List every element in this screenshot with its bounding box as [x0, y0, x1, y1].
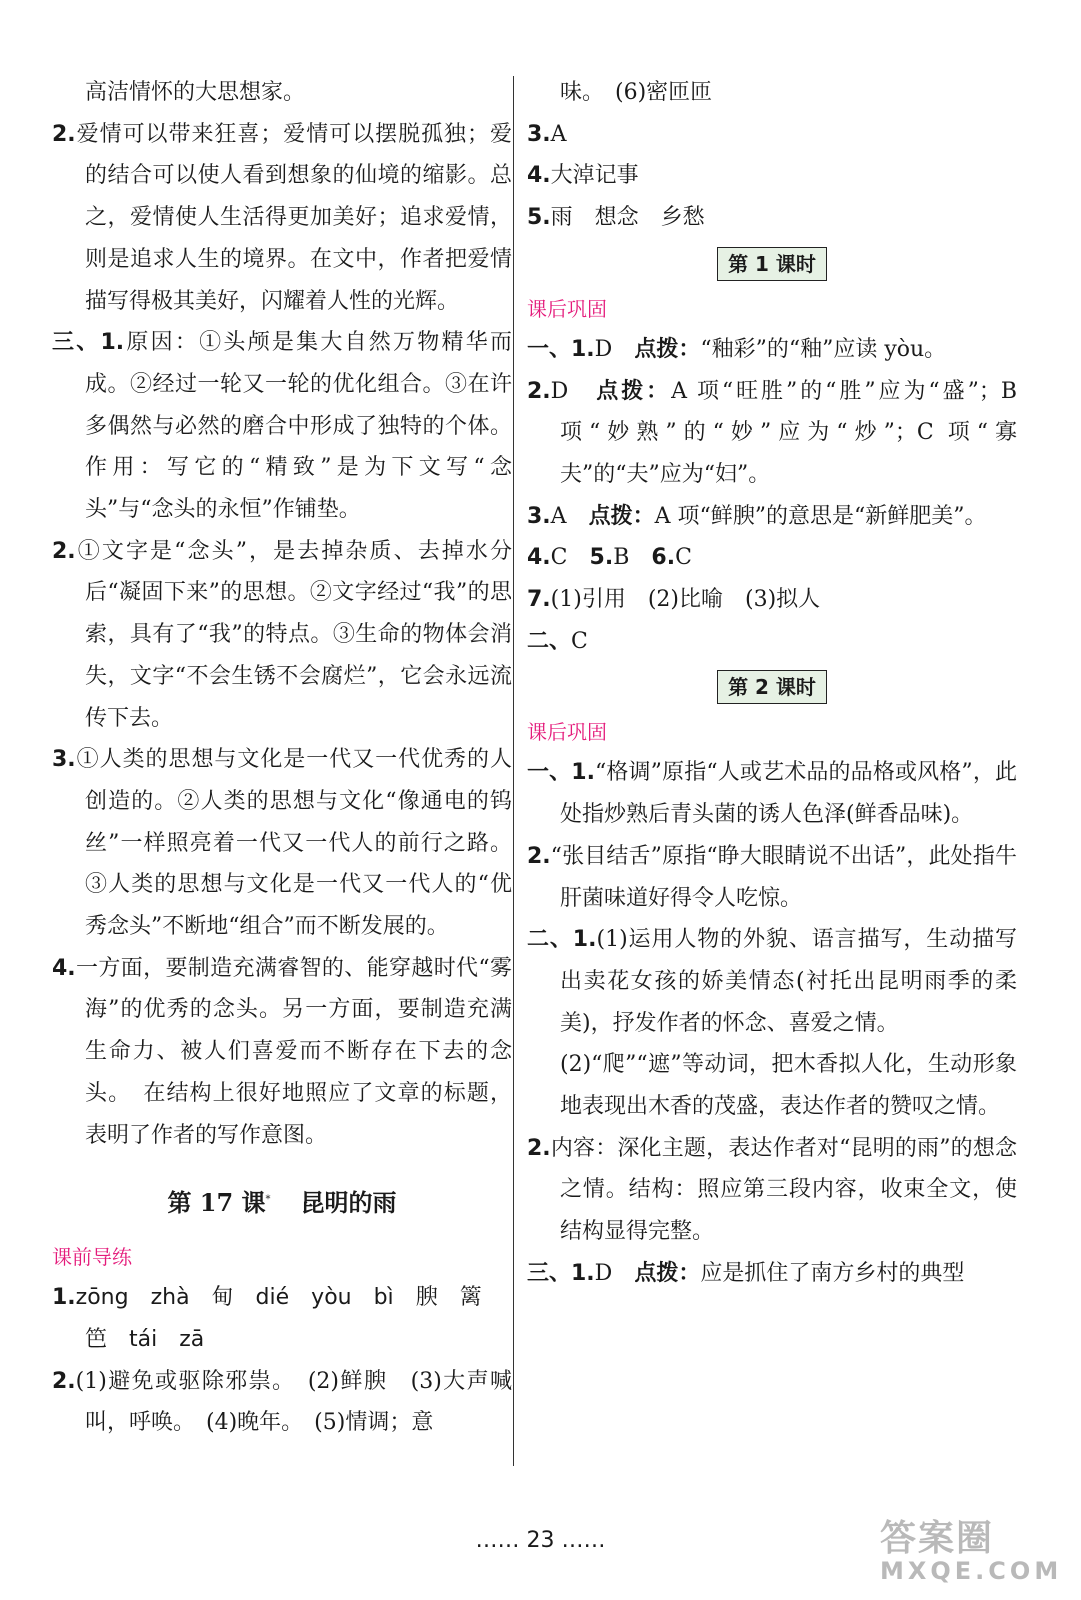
period-badge: 第 2 课时 [717, 670, 827, 704]
answer-text: “张目结舌”原指“睁大眼睛说不出话”，此处指牛肝菌味道好得令人吃惊。 [550, 843, 1017, 911]
lesson-label: 第 17 课 [167, 1188, 266, 1218]
answer-item [527, 371, 1017, 496]
item-number: 二、 [527, 628, 572, 654]
text: 味。 (6)密匝匝 [560, 80, 713, 105]
answer-item [52, 531, 512, 740]
tip-label: 点拨： [588, 503, 655, 529]
tip-text: A 项“旺胜”的“胜”应为“盛”；B 项“妙熟”的“妙”应为“炒”；C 项“寡夫”的“夫”应为“妇”。 [560, 378, 1017, 487]
answer-choice: D [594, 336, 613, 362]
answer-text: 原因：①头颅是集大自然万物精华而成。②经过一轮又一轮的优化组合。③在许多偶然与必然的磨合中形成了独特的个体。作用：写它的“精致”是为下文写“念头”与“念头的永恒”作铺垫。 [85, 330, 512, 523]
paragraph [527, 72, 1017, 114]
item-number: 3. [52, 747, 76, 773]
item-number: 三、1. [527, 1260, 595, 1286]
pinyin-line: zōng zhà 甸 dié yòu bì 腴 篱 [75, 1285, 482, 1311]
tip-label: 点拨： [634, 336, 701, 362]
answer-choice: B [613, 545, 630, 571]
item-number: 2. [527, 1135, 551, 1161]
answer-text: 一方面，要制造充满睿智的、能穿越时代“雾海”的优秀的念头。另一方面，要制造充满生命力、被人们喜爱而不断存在下去的念头。 在结构上很好地照应了文章的标题，表明了作者的写作意图。 [75, 955, 512, 1148]
item-number: 2. [527, 843, 551, 869]
item-number: 2. [527, 378, 551, 404]
item-number: 4. [527, 545, 551, 571]
item-number: 6. [651, 545, 676, 571]
paragraph [52, 72, 512, 114]
item-number: 4. [52, 955, 76, 981]
answer-text: “格调”原指“人或艺术品的品格或风格”，此处指炒熟后青头菌的诱人色泽(鲜香品味)。 [560, 760, 1017, 828]
answer-item [527, 496, 1017, 538]
footer-dots: …… [561, 1528, 606, 1553]
answer-item [527, 919, 1017, 1044]
answer-subitem [527, 1044, 1017, 1127]
answer-item [527, 1128, 1017, 1253]
answer-text: (1)避免或驱除邪祟。 (2)鲜腴 (3)大声喊叫，呼唤。 (4)晚年。 (5)情调；意 [75, 1368, 512, 1436]
answer-text: 雨 想念 乡愁 [550, 205, 705, 231]
footer-dots: …… [475, 1528, 520, 1553]
answer-item [52, 1277, 512, 1360]
answer-item [52, 322, 512, 531]
answer-choice: D [594, 1260, 613, 1286]
answer-item [52, 114, 512, 323]
item-number: 1. [52, 1285, 76, 1311]
item-number: 5. [589, 545, 614, 571]
answer-text: (1)引用 (2)比喻 (3)拟人 [550, 587, 821, 613]
item-number: 三、1. [52, 330, 125, 356]
item-number: 2. [52, 121, 76, 147]
pinyin-line: 笆 tái zā [85, 1326, 205, 1352]
tip-label: 点拨： [596, 378, 672, 404]
item-number: 一、1. [527, 760, 595, 786]
section-heading: 课后巩固 [527, 296, 607, 321]
watermark [880, 1510, 1070, 1592]
answer-item [527, 537, 1017, 579]
answer-item [527, 752, 1017, 835]
page-number: 23 [526, 1528, 555, 1553]
tip-text: 应是抓住了南方乡村的典型 [700, 1260, 965, 1286]
tip-label: 点拨： [634, 1260, 701, 1286]
left-column [52, 72, 512, 1444]
answer-choice: C [550, 545, 568, 571]
answer-item [527, 1253, 1017, 1295]
watermark-line: 答案圈 [880, 1518, 995, 1559]
item-number: 3. [527, 121, 551, 147]
item-number: 5. [527, 205, 551, 231]
lesson-name: 昆明的雨 [300, 1188, 397, 1218]
lesson-mark: * [265, 1194, 271, 1206]
answer-text: A [550, 121, 567, 147]
item-number: 7. [527, 587, 551, 613]
answer-item [527, 836, 1017, 919]
answer-choice: D [550, 378, 569, 404]
lesson-title [52, 1174, 512, 1229]
answer-item [52, 739, 512, 948]
tip-text: A 项“鲜腴”的意思是“新鲜肥美”。 [654, 503, 987, 529]
answer-text: ①人类的思想与文化是一代又一代优秀的人创造的。②人类的思想与文化“像通电的钨丝”一样照亮着一代又一代人的前行之路。③人类的思想与文化是一代又一代人的“优秀念头”不断地“组合”而不断发展的。 [75, 747, 512, 940]
watermark-line: MXQE.COM [880, 1557, 1063, 1585]
tip-text: “釉彩”的“釉”应读 yòu。 [700, 336, 947, 362]
answer-item [52, 948, 512, 1157]
right-column [527, 72, 1017, 1295]
section-heading: 课后巩固 [527, 720, 607, 745]
answer-item [527, 197, 1017, 239]
item-number: 3. [527, 503, 551, 529]
answer-item [527, 621, 1017, 663]
answer-item [527, 579, 1017, 621]
answer-text: (2)“爬”“遮”等动词，把木香拟人化，生动形象地表现出木香的茂盛，表达作者的赞叹之情。 [560, 1052, 1017, 1120]
answer-text: 内容：深化主题，表达作者对“昆明的雨”的想念之情。结构：照应第三段内容，收束全文，使结构显得完整。 [550, 1135, 1017, 1245]
item-number: 2. [52, 538, 76, 564]
text: 高洁情怀的大思想家。 [85, 80, 306, 105]
answer-text: (1)运用人物的外貌、语言描写，生动描写出卖花女孩的娇美情态(衬托出昆明雨季的柔美)，抒发作者的怀念、喜爱之情。 [560, 927, 1017, 1036]
answer-choice: C [675, 545, 692, 571]
item-number: 4. [527, 163, 551, 189]
item-number: 二、1. [527, 927, 597, 953]
column-divider [513, 76, 514, 1466]
answer-item [52, 1361, 512, 1444]
answer-choice: C [571, 628, 588, 654]
answer-item [527, 155, 1017, 197]
answer-choice: A [550, 503, 567, 529]
answer-item [527, 329, 1017, 371]
section-heading: 课前导练 [52, 1245, 132, 1270]
item-number: 一、1. [527, 336, 595, 362]
period-badge: 第 1 课时 [717, 247, 827, 281]
answer-text: 爱情可以带来狂喜；爱情可以摆脱孤独；爱的结合可以使人看到想象的仙境的缩影。总之，爱情使人生活得更加美好；追求爱情，则是追求人生的境界。在文中，作者把爱情描写得极其美好，闪耀着人性的光辉。 [75, 121, 512, 314]
answer-text: ①文字是“念头”，是去掉杂质、去掉水分后“凝固下来”的思想。②文字经过“我”的思索，具有了“我”的特点。③生命的物体会消失，文字“不会生锈不会腐烂”，它会永远流传下去。 [75, 538, 512, 731]
answer-item [527, 114, 1017, 156]
answer-text: 大淖记事 [550, 163, 639, 189]
item-number: 2. [52, 1368, 76, 1394]
